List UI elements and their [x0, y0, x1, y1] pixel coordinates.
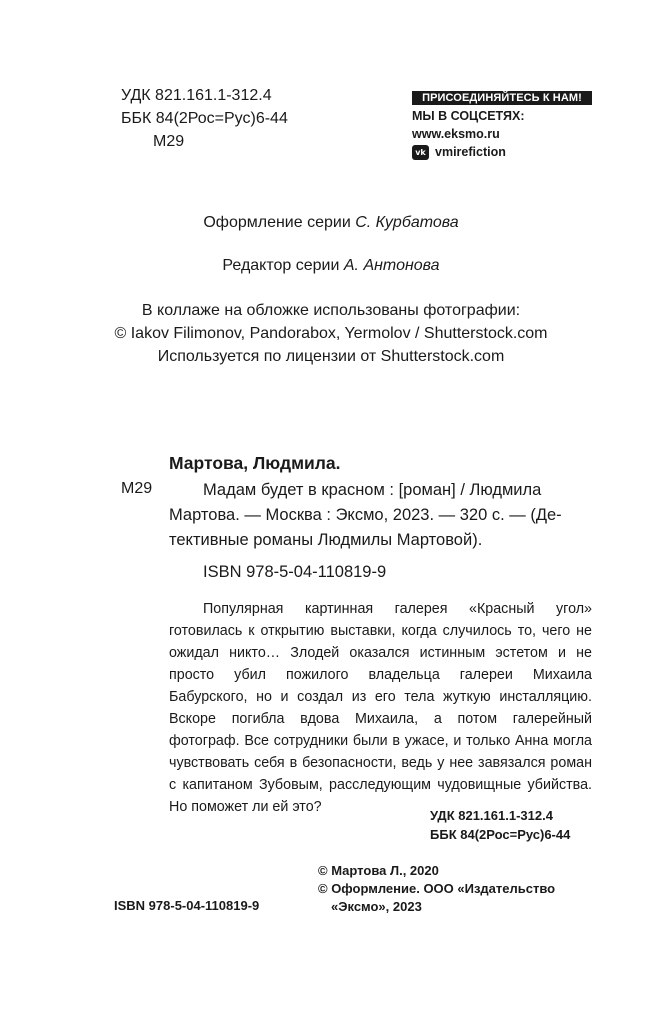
series-design-credit [0, 214, 662, 232]
copyright-publisher: «Эксмо», 2023 [331, 899, 422, 914]
footer-udk: УДК 821.161.1-312.4 [430, 808, 553, 823]
photo-credit-line: © Iakov Filimonov, Pandorabox, Yermolov / Shutterstock.com [114, 325, 548, 342]
biblio-line: Мартова. — Москва : Эксмо, 2023. — 320 с. — (Де- [169, 506, 562, 524]
isbn-record: ISBN 978-5-04-110819-9 [203, 563, 387, 581]
social-block [412, 91, 592, 161]
editor-label: Редактор серии [222, 257, 340, 274]
series-editor-credit [0, 257, 662, 275]
photo-credit-line: Используется по лицензии от Shutterstock.com [157, 348, 505, 365]
copyright-design: © Оформление. ООО «Издательство [318, 881, 556, 896]
biblio-line: Мадам будет в красном : [роман] / Людмила [203, 481, 542, 499]
footer-isbn: ISBN 978-5-04-110819-9 [114, 898, 260, 913]
udk-code: УДК 821.161.1-312.4 [121, 87, 272, 104]
bbk-code: ББК 84(2Рос=Рус)6-44 [121, 110, 288, 127]
author-sign: М29 [153, 133, 185, 150]
editor-name: А. Антонова [343, 257, 440, 274]
design-label: Оформление серии [203, 214, 351, 231]
social-label: МЫ В СОЦСЕТЯХ: [412, 109, 525, 123]
author-heading: Мартова, Людмила. [169, 453, 341, 473]
photo-credit-line: В коллаже на обложке использованы фотографии: [141, 302, 521, 319]
footer-classification [430, 806, 570, 844]
bibliographic-description [169, 478, 592, 553]
vk-icon: vk [412, 145, 429, 160]
copyright-author: © Мартова Л., 2020 [318, 863, 439, 878]
record-author-sign: М29 [121, 480, 153, 497]
website-link[interactable]: www.eksmo.ru [412, 127, 500, 141]
annotation-text: Популярная картинная галерея «Красный угол» готовилась к открытию выставки, когда случилось то, чего не ожидал никто… Злодей оказался истинным эстетом и не просто убил пожилого владельца галереи Михаила Бабурского, но и создал из его тела жуткую инсталляцию. Вскоре погибла вдова Михаила, а потом галерейный фотограф. Все сотрудники были в ужасе, и только Анна могла чувствовать себя в безопасности, ведь у нее завязался роман с капитаном Зубовым, расследующим чудовищные убийства. Но поможет ли ей это? [169, 601, 592, 815]
social-banner: ПРИСОЕДИНЯЙТЕСЬ К НАМ! [412, 91, 592, 105]
footer-bbk: ББК 84(2Рос=Рус)6-44 [430, 827, 571, 842]
photo-credits [0, 299, 662, 368]
design-name: С. Курбатова [355, 214, 459, 231]
vk-link[interactable] [412, 143, 592, 161]
classification-block [121, 84, 288, 153]
copyright-block [318, 862, 555, 916]
biblio-line: тективные романы Людмилы Мартовой). [169, 531, 483, 549]
vk-handle: vmirefiction [435, 145, 506, 159]
